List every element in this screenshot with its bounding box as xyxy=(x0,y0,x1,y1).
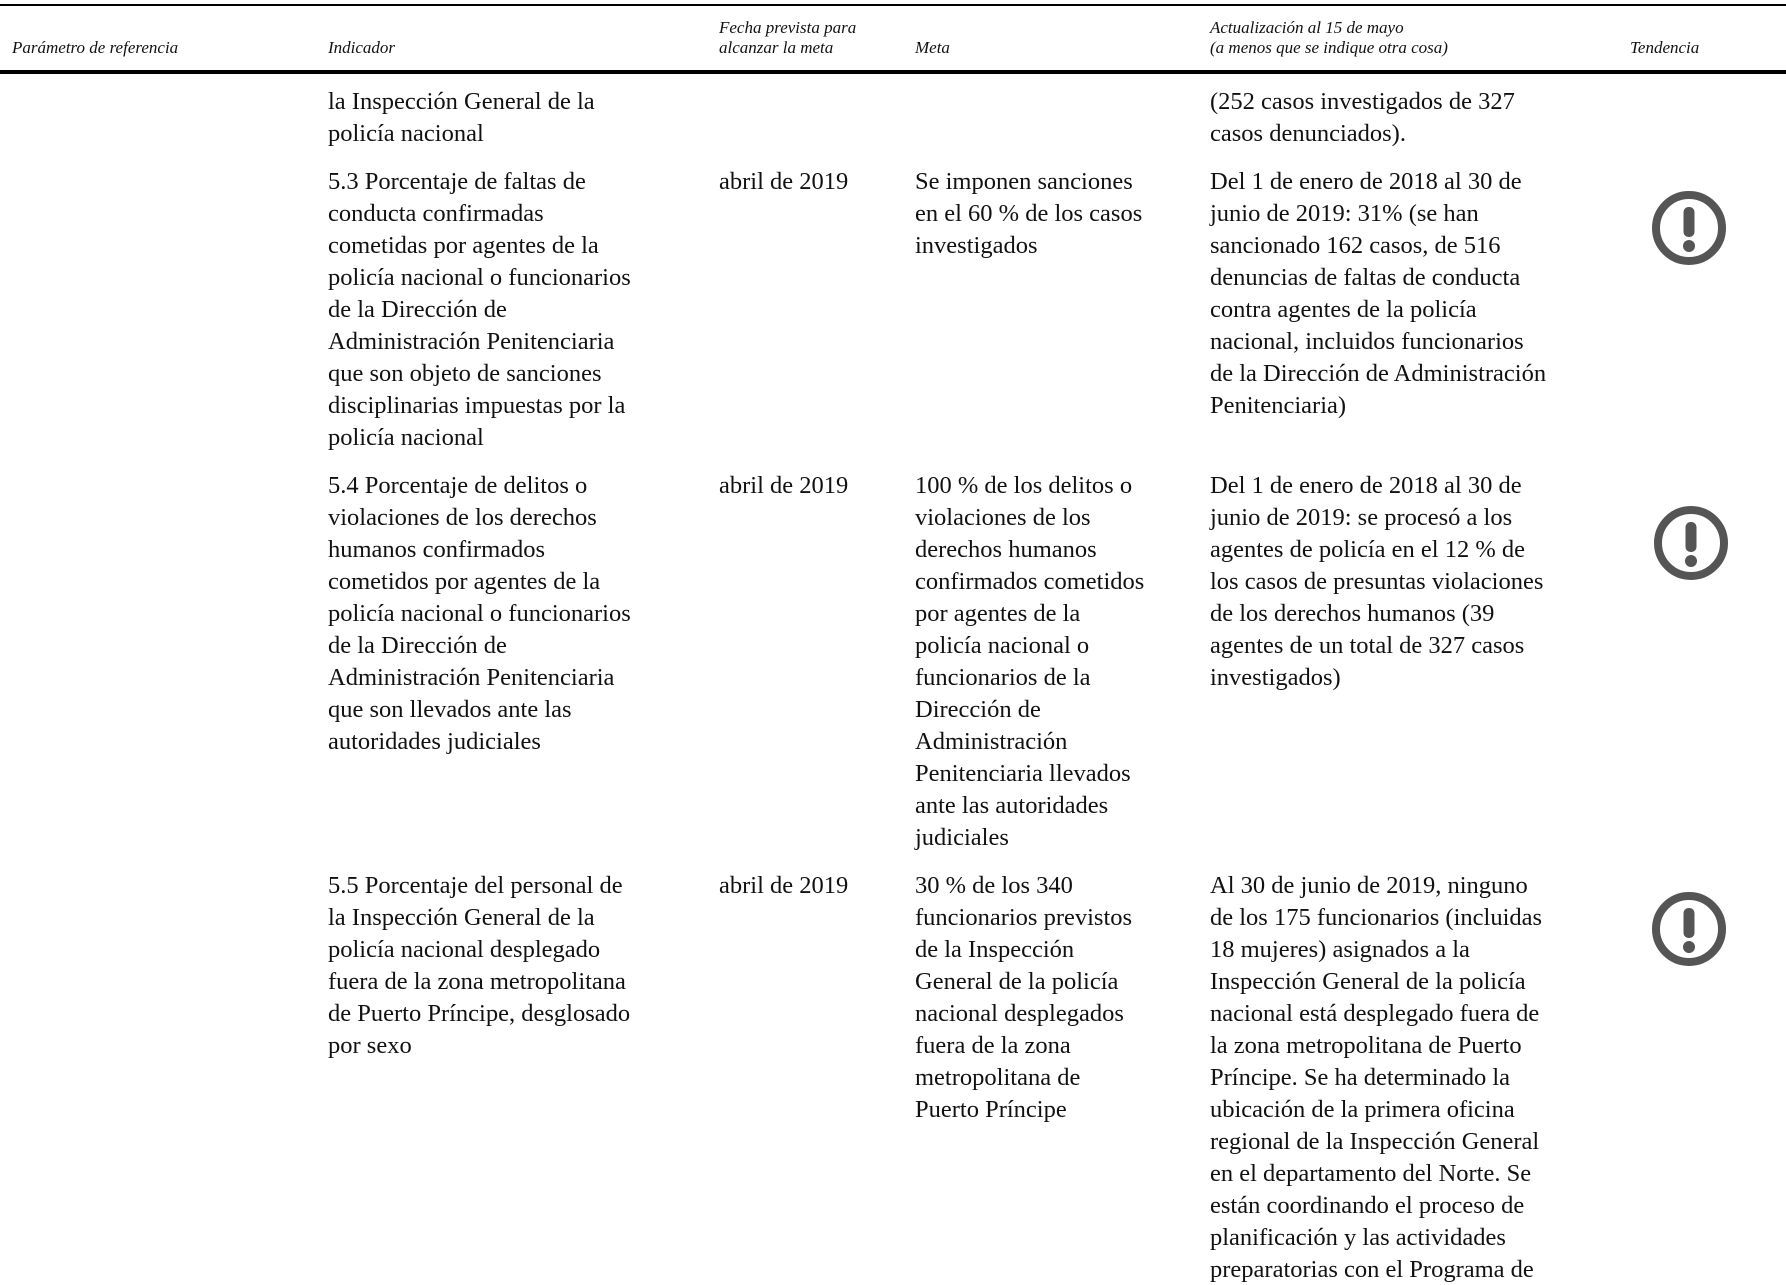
text-line: de la Dirección de xyxy=(328,296,507,323)
text-line: de la Dirección de xyxy=(328,632,507,659)
text-line: por agentes de la xyxy=(915,600,1081,627)
text-line: policía nacional xyxy=(328,120,484,147)
text-line: que son objeto de sanciones xyxy=(328,360,602,387)
row-1-date: abril de 2019 xyxy=(719,168,849,195)
text-line: cometidas por agentes de la xyxy=(328,232,599,259)
text-line: Dirección de xyxy=(915,696,1041,723)
text-line: preparatorias con el Programa de xyxy=(1210,1256,1534,1283)
text-line: Administración Penitenciaria xyxy=(328,328,615,355)
text-line: policía nacional xyxy=(328,424,484,451)
header-rule xyxy=(0,70,1786,74)
text-line: contra agentes de la policía xyxy=(1210,296,1477,323)
text-line: policía nacional desplegado xyxy=(328,936,601,963)
text-line: fuera de la zona metropolitana xyxy=(328,968,626,995)
text-line: los casos de presuntas violaciones xyxy=(1210,568,1544,595)
text-line: humanos confirmados xyxy=(328,536,546,563)
text-line: 18 mujeres) asignados a la xyxy=(1210,936,1470,963)
text-line: Penitenciaria llevados xyxy=(915,760,1131,787)
text-line: (252 casos investigados de 327 xyxy=(1210,88,1515,115)
text-line: derechos humanos xyxy=(915,536,1097,563)
text-line: Príncipe. Se ha determinado la xyxy=(1210,1064,1511,1091)
row-0-update xyxy=(1210,86,1515,150)
row-1-update xyxy=(1210,166,1546,422)
text-line: que son llevados ante las xyxy=(328,696,572,723)
text-line: 5.3 Porcentaje de faltas de xyxy=(328,168,586,195)
header-actualizacion-line2: (a menos que se indique otra cosa) xyxy=(1210,38,1448,57)
text-line: agentes de policía en el 12 % de xyxy=(1210,536,1525,563)
text-line: funcionarios de la xyxy=(915,664,1091,691)
header-fecha-line2: alcanzar la meta xyxy=(719,38,834,57)
text-line: 30 % de los 340 xyxy=(915,872,1073,899)
text-line: de la Inspección xyxy=(915,936,1075,963)
text-line: denuncias de faltas de conducta xyxy=(1210,264,1521,291)
text-line: de Puerto Príncipe, desglosado xyxy=(328,1000,631,1027)
exclamation-circle-icon xyxy=(1650,189,1728,267)
row-1-indicator xyxy=(328,166,631,454)
text-line: investigados xyxy=(915,232,1038,259)
text-line: autoridades judiciales xyxy=(328,728,541,755)
text-line: nacional está desplegado fuera de xyxy=(1210,1000,1540,1027)
header-parametro: Parámetro de referencia xyxy=(12,38,179,57)
text-line: Penitenciaria) xyxy=(1210,392,1347,419)
text-line: 5.5 Porcentaje del personal de xyxy=(328,872,623,899)
row-3-indicator xyxy=(328,870,630,1062)
text-line: de la Dirección de Administración xyxy=(1210,360,1547,387)
text-line: confirmados cometidos xyxy=(915,568,1145,595)
text-line: fuera de la zona xyxy=(915,1032,1071,1059)
text-line: policía nacional o funcionarios xyxy=(328,600,631,627)
row-2-meta xyxy=(915,470,1144,854)
exclamation-circle-icon xyxy=(1650,890,1728,968)
text-line: judiciales xyxy=(915,824,1009,851)
text-line: la Inspección General de la xyxy=(328,88,595,115)
text-line: nacional desplegados xyxy=(915,1000,1124,1027)
text-line: nacional, incluidos funcionarios xyxy=(1210,328,1524,355)
header-meta: Meta xyxy=(915,38,950,57)
text-line: la zona metropolitana de Puerto xyxy=(1210,1032,1522,1059)
text-line: junio de 2019: 31% (se han xyxy=(1210,200,1479,227)
text-line: en el 60 % de los casos xyxy=(915,200,1143,227)
header-fecha-line1: Fecha prevista para xyxy=(719,18,857,37)
text-line: cometidos por agentes de la xyxy=(328,568,601,595)
text-line: de los 175 funcionarios (incluidas xyxy=(1210,904,1543,931)
text-line: agentes de un total de 327 casos xyxy=(1210,632,1525,659)
row-3-date: abril de 2019 xyxy=(719,872,849,899)
text-line: ante las autoridades xyxy=(915,792,1109,819)
text-line: Administración Penitenciaria xyxy=(328,664,615,691)
text-line: Del 1 de enero de 2018 al 30 de xyxy=(1210,168,1522,195)
text-line: policía nacional o funcionarios xyxy=(328,264,631,291)
text-line: Se imponen sanciones xyxy=(915,168,1133,195)
text-line: 100 % de los delitos o xyxy=(915,472,1133,499)
text-line: investigados) xyxy=(1210,664,1341,691)
text-line: policía nacional o xyxy=(915,632,1090,659)
row-0-indicator xyxy=(328,86,595,150)
header-actualizacion xyxy=(1210,18,1448,58)
top-rule xyxy=(0,4,1786,6)
text-line: de los derechos humanos (39 xyxy=(1210,600,1495,627)
text-line: violaciones de los xyxy=(915,504,1091,531)
row-3-update xyxy=(1210,870,1542,1285)
text-line: la Inspección General de la xyxy=(328,904,595,931)
text-line: regional de la Inspección General xyxy=(1210,1128,1540,1155)
text-line: conducta confirmadas xyxy=(328,200,544,227)
text-line: General de la policía xyxy=(915,968,1119,995)
row-2-update xyxy=(1210,470,1543,694)
text-line: funcionarios previstos xyxy=(915,904,1133,931)
text-line: Administración xyxy=(915,728,1068,755)
text-line: metropolitana de xyxy=(915,1064,1081,1091)
exclamation-circle-icon xyxy=(1652,504,1730,582)
text-line: Puerto Príncipe xyxy=(915,1096,1067,1123)
text-line: planificación y las actividades xyxy=(1210,1224,1506,1251)
header-tendencia: Tendencia xyxy=(1630,38,1700,57)
header-actualizacion-line1: Actualización al 15 de mayo xyxy=(1210,18,1404,37)
row-1-meta xyxy=(915,166,1142,262)
text-line: Al 30 de junio de 2019, ninguno xyxy=(1210,872,1528,899)
text-line: ubicación de la primera oficina xyxy=(1210,1096,1515,1123)
text-line: están coordinando el proceso de xyxy=(1210,1192,1525,1219)
row-2-indicator xyxy=(328,470,631,758)
text-line: sancionado 162 casos, de 516 xyxy=(1210,232,1501,259)
text-line: Del 1 de enero de 2018 al 30 de xyxy=(1210,472,1522,499)
text-line: junio de 2019: se procesó a los xyxy=(1210,504,1513,531)
text-line: violaciones de los derechos xyxy=(328,504,597,531)
text-line: en el departamento del Norte. Se xyxy=(1210,1160,1532,1187)
text-line: por sexo xyxy=(328,1032,412,1059)
row-2-date: abril de 2019 xyxy=(719,472,849,499)
header-indicador: Indicador xyxy=(328,38,396,57)
row-3-meta xyxy=(915,870,1132,1126)
text-line: Inspección General de la policía xyxy=(1210,968,1526,995)
text-line: disciplinarias impuestas por la xyxy=(328,392,626,419)
text-line: 5.4 Porcentaje de delitos o xyxy=(328,472,588,499)
text-line: casos denunciados). xyxy=(1210,120,1406,147)
header-fecha xyxy=(719,18,856,58)
